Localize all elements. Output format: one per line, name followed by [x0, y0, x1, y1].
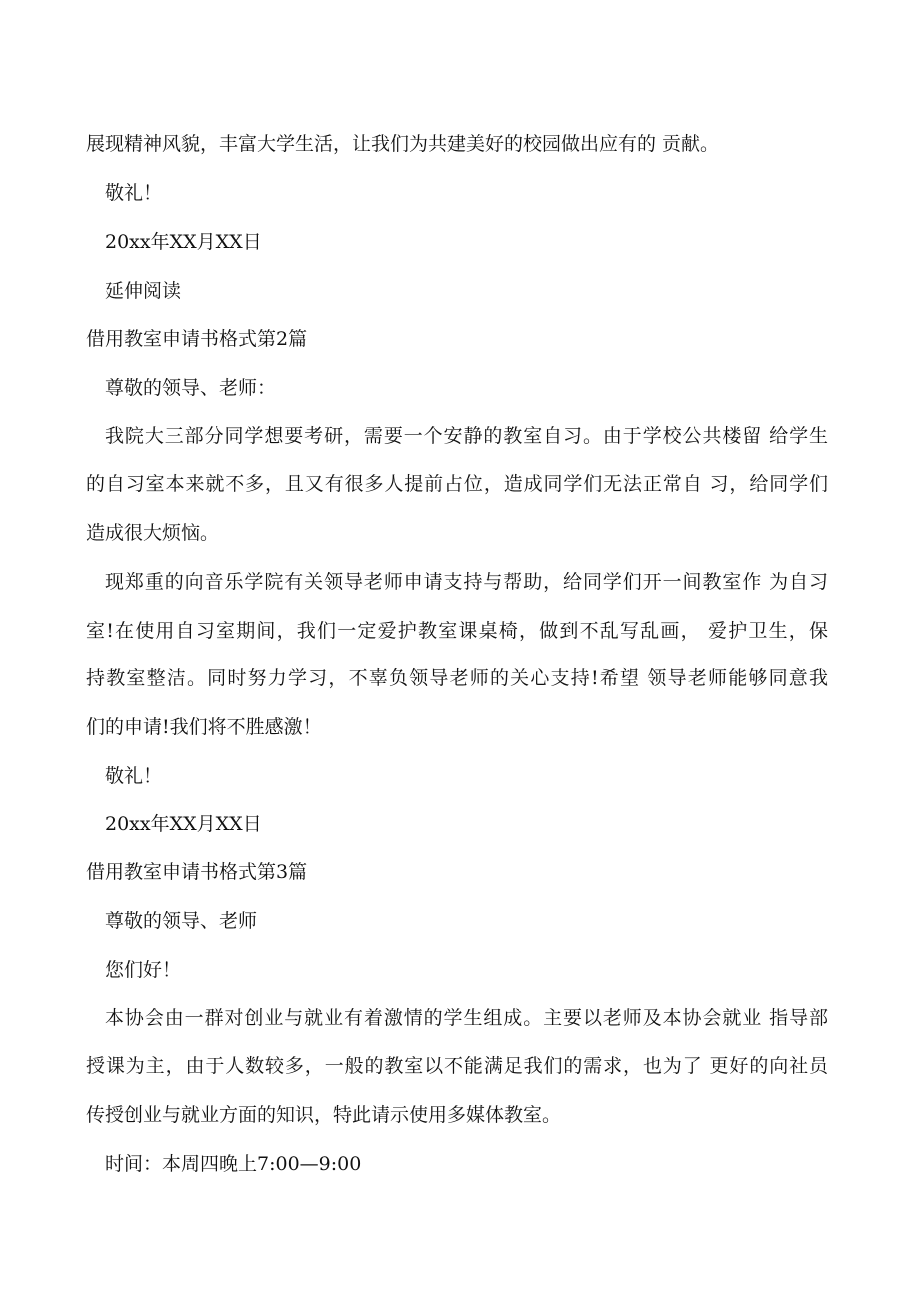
paragraph-line: 的自习室本来就不多，且又有很多人提前占位，造成同学们无法正常自 习，给同学们: [86, 473, 828, 495]
salutation: 尊敬的领导、老师: [105, 910, 258, 932]
date-line: 20xx年XX月XX日: [105, 813, 262, 835]
extended-reading-label: 延伸阅读: [105, 280, 182, 302]
salutation: 尊敬的领导、老师：: [105, 377, 277, 399]
paragraph-line: 授课为主，由于人数较多，一般的教室以不能满足我们的需求，也为了 更好的向社员: [86, 1055, 828, 1077]
date-line: 20xx年XX月XX日: [105, 231, 262, 253]
salutation-closing: 敬礼！: [105, 182, 163, 204]
paragraph-line: 传授创业与就业方面的知识，特此请示使用多媒体教室。: [86, 1104, 562, 1126]
time-line: 时间：本周四晚上7:00—9:00: [105, 1153, 362, 1175]
paragraph-line: 我院大三部分同学想要考研，需要一个安静的教室自习。由于学校公共楼留 给学生: [105, 425, 828, 447]
paragraph-line: 持教室整洁。同时努力学习，不辜负领导老师的关心支持!希望 领导老师能够同意我: [86, 667, 828, 689]
paragraph-line: 展现精神风貌，丰富大学生活，让我们为共建美好的校园做出应有的 贡献。: [86, 133, 720, 155]
paragraph-line: 本协会由一群对创业与就业有着激情的学生组成。主要以老师及本协会就业 指导部: [105, 1007, 828, 1029]
paragraph-line: 现郑重的向音乐学院有关领导老师申请支持与帮助，给同学们开一间教室作 为自习: [105, 571, 828, 593]
paragraph-line: 室!在使用自习室期间，我们一定爱护教室课桌椅，做到不乱写乱画， 爱护卫生，保: [86, 620, 828, 642]
section-title: 借用教室申请书格式第3篇: [86, 861, 308, 883]
greeting: 您们好！: [105, 959, 182, 981]
salutation-closing: 敬礼！: [105, 765, 163, 787]
section-title: 借用教室申请书格式第2篇: [86, 328, 308, 350]
paragraph-line: 们的申请!我们将不胜感激！: [86, 716, 322, 738]
paragraph-line: 造成很大烦恼。: [86, 522, 220, 544]
